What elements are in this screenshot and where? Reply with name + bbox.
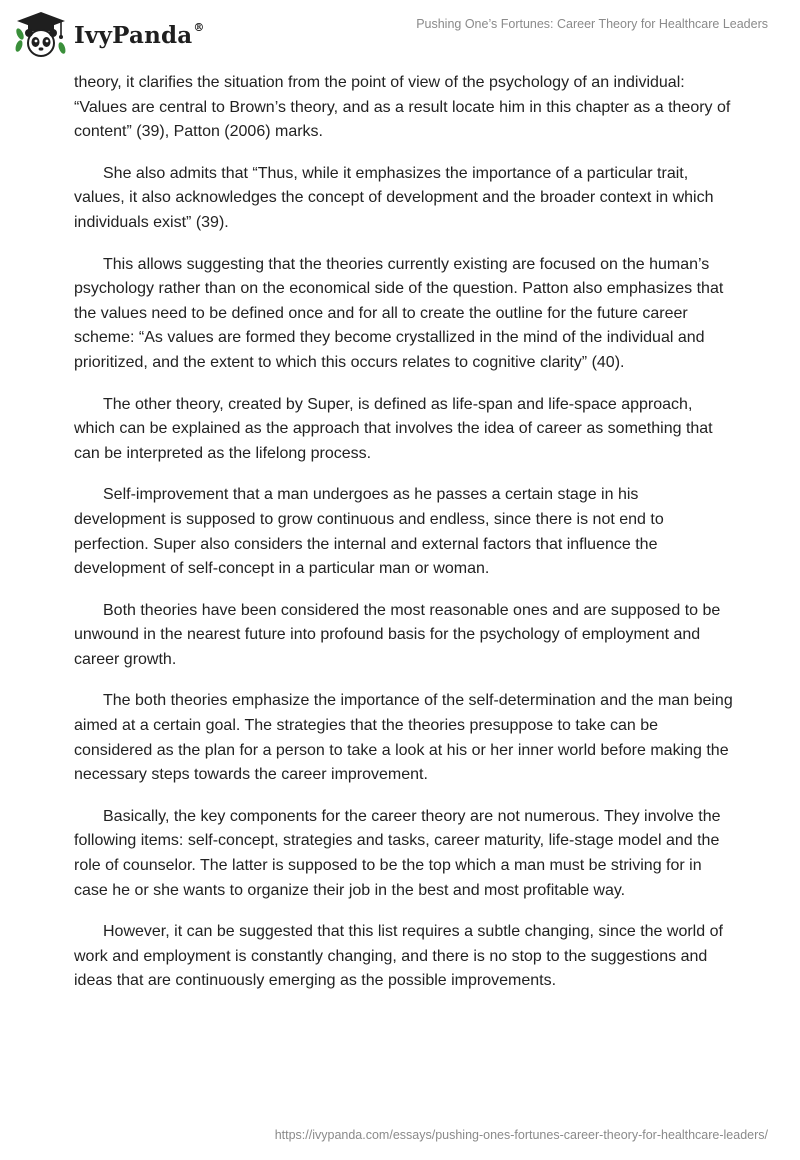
ivypanda-logo[interactable] bbox=[14, 10, 205, 58]
paragraph: theory, it clarifies the situation from the point of view of the psychology of an individual: “Values are central to Brown’s theory, and as a result locate him in this chapter as a theory of content” (39), Patton (2006) marks. bbox=[74, 74, 731, 141]
paragraph: Basically, the key components for the career theory are not numerous. They involve the following items: self-concept, strategies and tasks, career maturity, life-stage model and the role of counselor. The latter is supposed to be the top which a man must be striving for in case he or she wants to organize their job in the best and most profitable way. bbox=[74, 807, 721, 899]
panda-graduate-icon bbox=[14, 10, 68, 58]
document-title: Pushing One’s Fortunes: Career Theory for Healthcare Leaders bbox=[416, 17, 768, 31]
essay-body bbox=[74, 71, 734, 1011]
brand-name bbox=[74, 22, 205, 49]
page-header bbox=[0, 0, 800, 70]
registered-mark: ® bbox=[193, 20, 205, 34]
paragraph: However, it can be suggested that this list requires a subtle changing, since the world of work and employment is constantly changing, and there is no stop to the suggestions and ideas that are continuously emerging as the possible improvements. bbox=[74, 923, 723, 990]
brand-text: IvyPanda bbox=[74, 21, 193, 49]
paragraph: Both theories have been considered the most reasonable ones and are supposed to be unwound in the nearest future into profound basis for the psychology of employment and career growth. bbox=[74, 601, 721, 668]
paragraph: Self-improvement that a man undergoes as he passes a certain stage in his development is supposed to grow continuous and endless, since there is not end to perfection. Super also considers the internal and external factors that influence the development of self-concept in a particular man or woman. bbox=[74, 486, 664, 578]
paragraph: She also admits that “Thus, while it emphasizes the importance of a particular trait, values, it also acknowledges the concept of development and the broader context in which individuals exist” (39). bbox=[74, 164, 714, 231]
paragraph: The other theory, created by Super, is defined as life-span and life-space approach, which can be explained as the approach that involves the idea of career as something that can be interpreted as the lifelong process. bbox=[74, 395, 713, 462]
source-url[interactable]: https://ivypanda.com/essays/pushing-ones-fortunes-career-theory-for-healthcare-leaders/ bbox=[274, 1128, 768, 1142]
paragraph: This allows suggesting that the theories currently existing are focused on the human’s psychology rather than on the economical side of the question. Patton also emphasizes that the values need to be defined once and for all to create the outline for the future career scheme: “As values are formed they become crystallized in the mind of the individual and prioritized, and the extent to which this occurs relates to cognitive clarity” (40). bbox=[74, 255, 724, 371]
paragraph: The both theories emphasize the importance of the self-determination and the man being aimed at a certain goal. The strategies that the theories presuppose to take can be considered as the plan for a person to take a look at his or her inner world before making the necessary steps towards the career improvement. bbox=[74, 692, 733, 784]
